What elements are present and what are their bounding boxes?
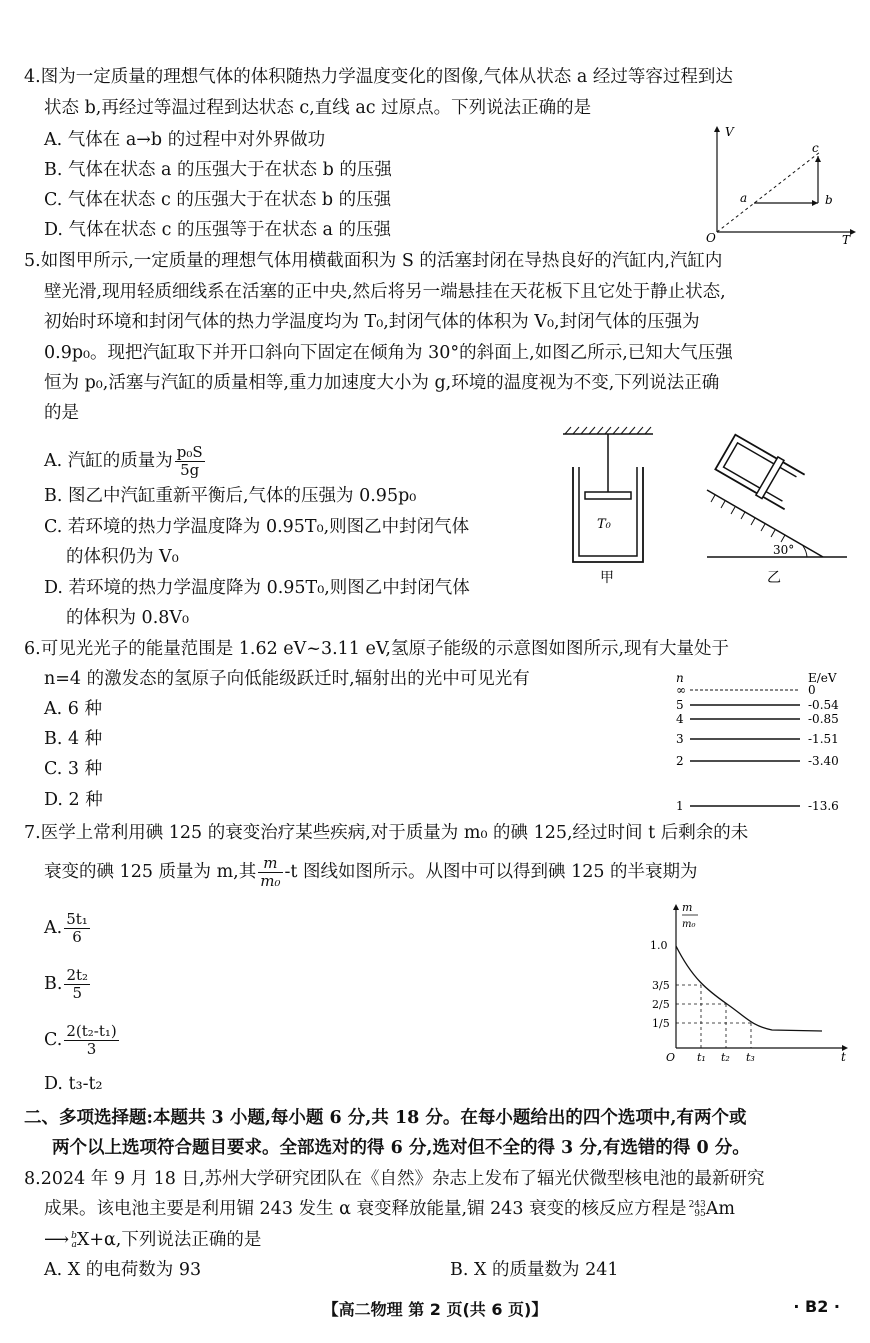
q7-graph-y-25: 2/5 (652, 998, 670, 1011)
section-2-heading-line-1: 二、多项选择题:本题共 3 小题,每小题 6 分,共 18 分。在每小题给出的四个选项中,有两个或 (24, 1108, 747, 1128)
q7-graph-t2: t₂ (721, 1051, 730, 1064)
q6-stem-line-1: 6.可见光光子的能量范围是 1.62 eV~3.11 eV,氢原子能级的示意图如图所示,现有大量处于 (24, 639, 730, 659)
energy-level-e-label: -13.6 (808, 799, 839, 813)
q7-graph-t-axis: t (841, 1050, 846, 1064)
q5-option-a-fraction (175, 444, 205, 479)
q7-option-a-numerator: 5t₁ (66, 910, 88, 928)
q8-stem-line-3-text: X+α,下列说法正确的是 (76, 1230, 262, 1250)
q7-option-b-denominator: 5 (72, 984, 82, 1002)
energy-level-e-label: -1.51 (808, 732, 839, 746)
q5-fig-yi-label: 乙 (767, 570, 781, 586)
q5-option-c-line-1: C. 若环境的热力学温度降为 0.95T₀,则图乙中封闭气体 (44, 517, 470, 537)
energy-level-n-label: 1 (676, 799, 684, 813)
q7-option-c-fraction (64, 1023, 118, 1058)
q7-graph-origin: O (666, 1051, 676, 1064)
q6-energy-level-diagram (668, 668, 858, 820)
q5-option-a-numerator: p₀S (176, 443, 203, 461)
q4-graph-c: c (812, 141, 819, 155)
q4-graph-t-label: T (842, 233, 851, 247)
q8-reaction-arrow: ⟶ (44, 1230, 70, 1250)
q8-option-b: B. X 的质量数为 241 (450, 1260, 619, 1280)
q7-stem-fraction-num: m (258, 855, 282, 873)
energy-level-e-label: -0.85 (808, 712, 839, 726)
energy-level-n-label: ∞ (676, 683, 686, 697)
q7-option-b-numerator: 2t₂ (66, 966, 89, 984)
q7-graph-t3: t₃ (746, 1051, 755, 1064)
q5-stem-line-3: 初始时环境和封闭气体的热力学温度均为 T₀,封闭气体的体积为 V₀,封闭气体的压强为 (44, 312, 700, 332)
q4-stem-line-1: 4.图为一定质量的理想气体的体积随热力学温度变化的图像,气体从状态 a 经过等容过程到达 (24, 67, 733, 87)
q7-stem-line-2 (44, 852, 698, 892)
q7-stem-line-1: 7.医学上常利用碘 125 的衰变治疗某些疾病,对于质量为 m₀ 的碘 125,经过时间 t 后剩余的未 (24, 823, 749, 843)
q8-x-charge-number: a (71, 1239, 77, 1250)
q8-am-symbol: Am (705, 1199, 735, 1219)
q8-am-mass-number: 243 (688, 1199, 706, 1210)
q4-graph-b: b (825, 193, 833, 207)
energy-level-n-label: 5 (676, 698, 684, 712)
q5-stem-line-5: 恒为 p₀,活塞与汽缸的质量相等,重力加速度大小为 g,环境的温度视为不变,下列说法正确 (44, 373, 720, 393)
q5-option-a-text: A. 汽缸的质量为 (44, 451, 173, 471)
q7-option-a-label: A. (44, 918, 63, 938)
q7-stem-fraction-den: m₀ (260, 872, 281, 890)
q6-stem-line-2: n=4 的激发态的氢原子向低能级跃迁时,辐射出的光中可见光有 (44, 669, 530, 689)
energy-level-e-label: -0.54 (808, 698, 839, 712)
page-footer: 【高二物理 第 2 页(共 6 页)】 (322, 1300, 548, 1319)
q8-am-charge-number: 95 (694, 1208, 706, 1219)
q6-fig-e-header: E/eV (808, 671, 837, 685)
energy-level-n-label: 2 (676, 754, 684, 768)
q6-fig-n-header: n (676, 671, 684, 685)
q4-graph-a: a (740, 191, 748, 205)
energy-level-e-label: 0 (808, 683, 816, 697)
q6-option-c: C. 3 种 (44, 759, 103, 779)
energy-level-n-label: 3 (676, 732, 684, 746)
q6-option-d: D. 2 种 (44, 790, 103, 810)
q5-stem-line-2: 壁光滑,现用轻质细线系在活塞的正中央,然后将另一端悬挂在天花板下且它处于静止状态, (44, 282, 726, 302)
q5-option-d-line-2: 的体积为 0.8V₀ (66, 608, 190, 628)
q5-stem-line-1: 5.如图甲所示,一定质量的理想气体用横截面积为 S 的活塞封闭在导热良好的汽缸内,汽缸内 (24, 251, 723, 271)
energy-level-e-label: -3.40 (808, 754, 839, 768)
q7-stem-line-2-part-1: 衰变的碘 125 质量为 m,其 (44, 862, 257, 882)
q6-option-a: A. 6 种 (44, 699, 102, 719)
page-id: · B2 · (793, 1297, 840, 1316)
q5-option-b: B. 图乙中汽缸重新平衡后,气体的压强为 0.95p₀ (44, 486, 417, 506)
q4-option-c: C. 气体在状态 c 的压强大于在状态 b 的压强 (44, 190, 392, 210)
q5-option-d-line-1: D. 若环境的热力学温度降为 0.95T₀,则图乙中封闭气体 (44, 578, 470, 598)
q7-option-a (44, 908, 92, 948)
q8-stem-line-3 (44, 1229, 261, 1251)
q8-option-a: A. X 的电荷数为 93 (44, 1260, 202, 1280)
q7-option-c-label: C. (44, 1030, 63, 1050)
q4-option-b: B. 气体在状态 a 的压强大于在状态 b 的压强 (44, 160, 392, 180)
q5-option-c-line-2: 的体积仍为 V₀ (66, 547, 179, 567)
q7-option-c-denominator: 3 (86, 1040, 97, 1058)
q7-option-c (44, 1020, 121, 1060)
q7-option-c-numerator: 2(t₂-t₁) (66, 1022, 117, 1040)
q8-am-nuclide-numbers (689, 1201, 706, 1219)
q7-graph-t1: t₁ (697, 1051, 706, 1064)
q7-option-d: D. t₃-t₂ (44, 1074, 103, 1094)
q5-option-a (44, 441, 207, 481)
q7-graph-y-den: m₀ (682, 919, 696, 930)
q5-figures (555, 422, 855, 592)
q7-stem-fraction (258, 855, 282, 890)
q8-stem-line-2 (44, 1198, 735, 1220)
q6-option-b: B. 4 种 (44, 729, 103, 749)
q5-fig-angle-label: 30° (773, 543, 795, 557)
q7-graph-y-35: 3/5 (652, 979, 670, 992)
q4-vt-graph (700, 122, 860, 247)
q5-fig-jia-label: 甲 (600, 570, 614, 586)
q4-graph-v-label: V (725, 125, 734, 139)
q7-stem-line-2-part-2: -t 图线如图所示。从图中可以得到碘 125 的半衰期为 (284, 862, 698, 882)
q7-option-b-label: B. (44, 974, 63, 994)
q8-x-mass-number: b (71, 1230, 77, 1241)
energy-level-n-label: 4 (676, 712, 684, 726)
q7-option-b-fraction (64, 967, 90, 1002)
q7-graph-y-num: m (682, 901, 693, 914)
q7-graph-y-15: 1/5 (652, 1017, 670, 1030)
q7-option-b (44, 964, 92, 1004)
q5-fig-t0-label: T₀ (597, 517, 611, 532)
q5-stem-line-4: 0.9p₀。现把汽缸取下并开口斜向下固定在倾角为 30°的斜面上,如图乙所示,已知大气压强 (44, 343, 733, 363)
q5-option-a-denominator: 5g (180, 461, 200, 479)
q7-option-a-fraction (64, 911, 90, 946)
q7-decay-graph (642, 898, 857, 1068)
q7-graph-y-1: 1.0 (650, 939, 668, 952)
section-2-heading-line-2: 两个以上选项符合题目要求。全部选对的得 6 分,选对但不全的得 3 分,有选错的得 0 分。 (52, 1138, 750, 1158)
q4-option-a: A. 气体在 a→b 的过程中对外界做功 (44, 130, 326, 150)
q4-stem-line-2: 状态 b,再经过等温过程到达状态 c,直线 ac 过原点。下列说法正确的是 (44, 98, 592, 118)
q8-stem-line-2-text: 成果。该电池主要是利用镅 243 发生 α 衰变释放能量,镅 243 衰变的核反应方程是 (44, 1199, 687, 1219)
q5-stem-line-6: 的是 (44, 403, 79, 423)
q4-graph-origin: O (706, 231, 716, 245)
q8-stem-line-1: 8.2024 年 9 月 18 日,苏州大学研究团队在《自然》杂志上发布了辐光伏微型核电池的最新研究 (24, 1169, 765, 1189)
q7-option-a-denominator: 6 (72, 928, 82, 946)
q4-option-d: D. 气体在状态 c 的压强等于在状态 a 的压强 (44, 220, 392, 240)
